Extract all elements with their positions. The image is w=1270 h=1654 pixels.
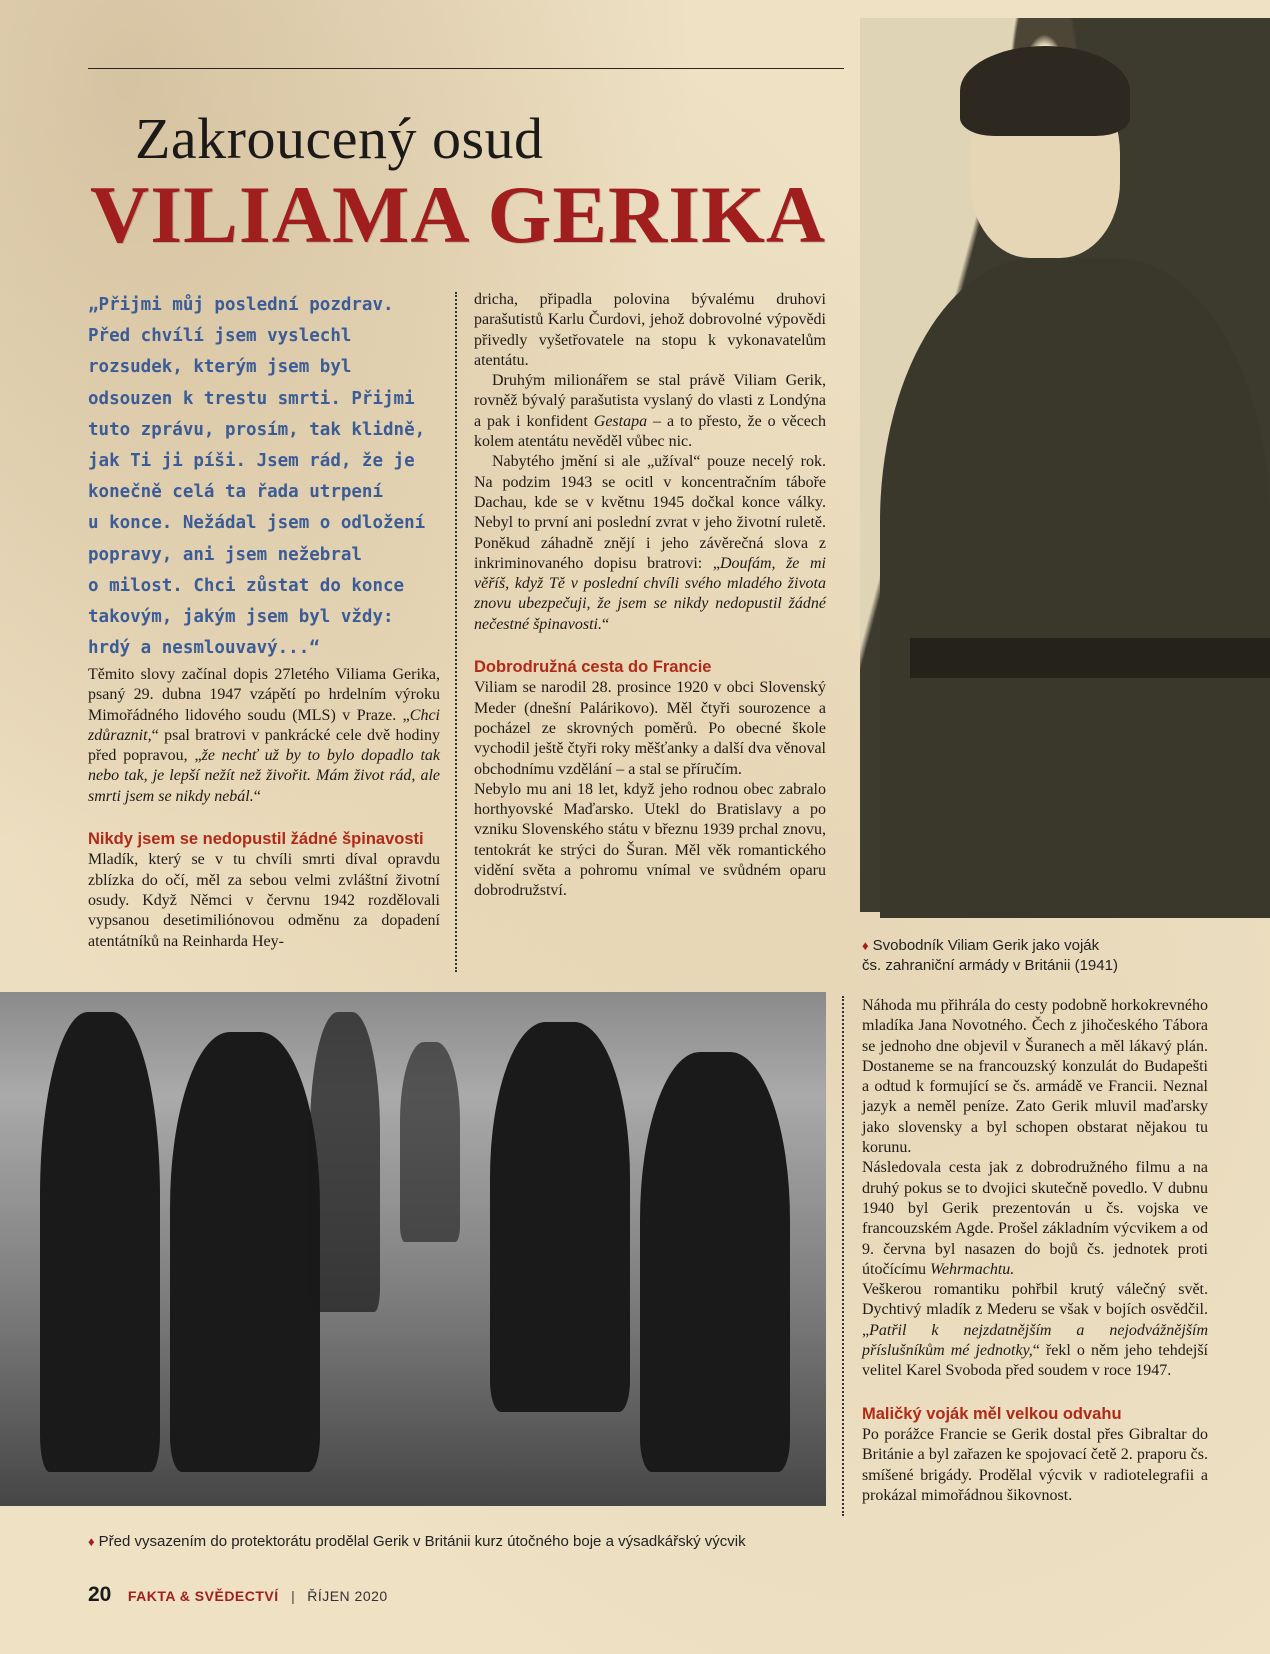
body-paragraph: Nebylo mu ani 18 let, když jeho rodnou obec zabralo horthyovské Maďarsko. Utekl do Bratislavy a po vzniku Slovenského státu v březnu 1939 prchal znovu, tentokrát ke strýci do Šuran. Měl věk romantického vidění světa a pohromu vnímal ve svůdném oparu dobrodružství. xyxy=(474,780,826,900)
photo-figure xyxy=(640,1052,790,1472)
page-number: 20 xyxy=(88,1583,112,1606)
quote-line: rozsudek, kterým jsem byl xyxy=(88,357,352,378)
body-paragraph: Náhoda mu přihrála do cesty podobně horkokrevného mladíka Jana Novotného. Čech z jihočeského Tábora se jednoho dne objevil v Šuranech a měl lákavý plán. Dostaneme se na francouzský konzulát do Budapešti a odtud k formující se čs. armádě ve Francii. Neznal jazyk a neměl peníze. Zato Gerik mluvil maďarsky jako slovensky a byl schopen obstarat nějakou tu korunu. xyxy=(862,997,1208,1157)
body-paragraph: Mladík, který se v tu chvíli smrti díval opravdu zblízka do očí, měl za sebou velmi zvláštní životní osudy. Když Němci v červnu 1942 rozdělovali vypsanou desetimiliónovou odměnu za dopadení atentátníků na Reinharda Hey- xyxy=(88,851,440,950)
body-paragraph: dricha, připadla polovina bývalému druhovi parašutistů Karlu Čurdovi, jehož dobrovolné výpovědi přivedly vyšetřovatele na stopu k vykonavatelům atentátu. xyxy=(474,291,826,369)
quote-line: odsouzen k trestu smrti. Přijmi xyxy=(88,388,415,409)
subheading: Nikdy jsem se nedopustil žádné špinavosti xyxy=(88,830,424,849)
magazine-name: FAKTA & SVĚDECTVÍ xyxy=(127,1588,279,1604)
body-paragraph: Druhým milionářem se stal právě Viliam Gerik, rovněž bývalý parašutista vyslaný do vlasti z Londýna a pak i konfident Gestapa – a to přesto, že o věcech kolem atentátu nevěděl vůbec nic. xyxy=(474,372,826,451)
pull-quote xyxy=(88,290,448,664)
quote-line: tuto zprávu, prosím, tak klidně, xyxy=(88,419,426,440)
intro-paragraph: Těmito slovy začínal dopis 27letého Viliama Gerika, psaný 29. dubna 1947 vzápětí po hrdelním výroku Mimořádného lidového soudu (MLS) v Praze. „Chci zdůraznit,“ psal bratrovi v pankrácké cele dvě hodiny před popravou, „že nechť už by to bylo dopadlo tak nebo tak, je lepší nežít než živořit. Mám život rád, ale smrti jsem se nikdy nebál.“ xyxy=(88,666,440,805)
column-middle xyxy=(474,290,826,902)
portrait-caption-line2: čs. zahraniční armády v Británii (1941) xyxy=(862,957,1118,974)
subheading: Dobrodružná cesta do Francie xyxy=(474,658,712,677)
subheading: Maličký voják měl velkou odvahu xyxy=(862,1404,1122,1423)
quote-line: Před chvílí jsem vyslechl xyxy=(88,326,352,347)
body-paragraph: Viliam se narodil 28. prosince 1920 v obci Slovenský Meder (dnešní Palárikovo). Měl čtyři sourozence a pocházel ze skrovných poměrů. Po obecné škole vychodil ještě čtyři roky měšťanky a další dva věnoval obchodnímu vzdělání – a stal se příručím. xyxy=(474,679,826,778)
photo-figure xyxy=(40,1012,160,1472)
article-title-line2: VILIAMA GERIKA xyxy=(90,169,827,260)
training-group-photo xyxy=(0,992,826,1506)
group-photo-caption: ♦ Před vysazením do protektorátu prodělal Gerik v Británii kurz útočného boje a výsadkářský výcvik xyxy=(88,1533,746,1550)
quote-line: konečně celá ta řada utrpení xyxy=(88,482,384,503)
photo-figure xyxy=(490,1022,630,1412)
portrait-figure-hair xyxy=(960,46,1130,136)
quote-line: u konce. Nežádal jsem o odložení xyxy=(88,513,426,534)
body-paragraph: Nabytého jmění si ale „užíval“ pouze necelý rok. Na podzim 1943 se ocitl v koncentračním táboře Dachau, kde se v květnu 1945 dočkal konce války. Nebyl to první ani poslední zvrat v jeho životní ruletě. Poněkud záhadně znějí i jeho závěrečná slova z inkriminovaného dopisu bratrovi: „Doufám, že mi věříš, když Tě v poslední chvíli svého mladého života znovu ubezpečuji, že jsem se nikdy nedopustil žádné nečestné špinavosti.“ xyxy=(474,453,826,633)
quote-line: o milost. Chci zůstat do konce xyxy=(88,575,405,596)
portrait-caption xyxy=(862,936,1118,976)
body-paragraph: Následovala cesta jak z dobrodružného filmu a na druhý pokus se to dvojici skutečně povedlo. V dubnu 1940 byl Gerik prezentován u čs. vojska ve francouzském Agde. Prošel základním výcvikem a od 9. června byl nasazen do bojů čs. jednotek proti útočícímu Wehrmachtu. xyxy=(862,1159,1208,1278)
body-paragraph: Po porážce Francie se Gerik dostal přes Gibraltar do Británie a byl zařazen ke spojovací četě 2. praporu čs. smíšené brigády. Prodělal výcvik v radiotelegrafii a prokázal mimořádnou šikovnost. xyxy=(862,1425,1208,1504)
quote-line: hrdý a nesmlouvavý...“ xyxy=(88,638,320,659)
portrait-figure-body xyxy=(880,258,1270,918)
portrait-caption-line1: Svobodník Viliam Gerik jako voják xyxy=(872,937,1100,954)
photo-figure xyxy=(400,1042,460,1242)
article-title-line1: Zakroucený osud xyxy=(135,106,544,171)
quote-line: jak Ti ji píši. Jsem rád, že je xyxy=(88,451,415,472)
body-paragraph: Veškerou romantiku pohřbil krutý válečný svět. Dychtivý mladík z Mederu se však v bojích osvědčil. „Patřil k nejzdatnějším a nejodvážnějším příslušníkům mé jednotky,“ řekl o něm jeho tehdejší velitel Karel Svoboda před soudem v roce 1947. xyxy=(862,1281,1209,1380)
caption-bullet-icon: ♦ xyxy=(88,1534,95,1549)
photo-figure xyxy=(170,1032,320,1472)
portrait-figure-belt xyxy=(910,638,1270,678)
caption-bullet-icon: ♦ xyxy=(862,938,869,953)
quote-line: „Přijmi můj poslední pozdrav. xyxy=(88,295,394,315)
column-right xyxy=(862,996,1208,1506)
portrait-photo xyxy=(860,18,1270,912)
page-footer xyxy=(88,1583,388,1607)
top-rule xyxy=(88,68,844,69)
footer-separator: | xyxy=(291,1588,295,1604)
photo-figure xyxy=(310,1012,380,1312)
issue-date: ŘÍJEN 2020 xyxy=(307,1588,388,1604)
column-divider xyxy=(455,292,457,972)
column-left xyxy=(88,665,440,952)
quote-line: takovým, jakým jsem byl vždy: xyxy=(88,607,394,628)
quote-line: popravy, ani jsem nežebral xyxy=(88,544,362,565)
column-divider xyxy=(842,996,844,1516)
